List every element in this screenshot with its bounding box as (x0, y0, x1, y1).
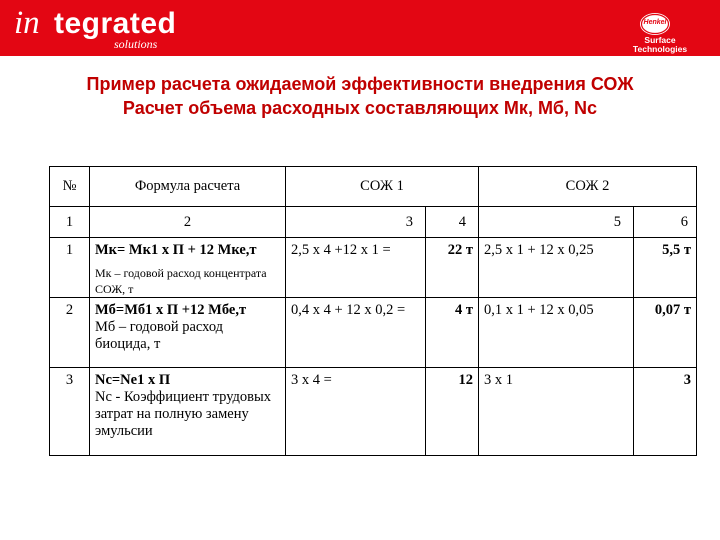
result-coolant-1: 12 (426, 368, 479, 456)
formula-cell (90, 238, 286, 298)
calc-coolant-2: 0,1 х 1 + 12 х 0,05 (479, 298, 634, 368)
calc-coolant-1: 0,4 х 4 + 12 х 0,2 = (286, 298, 426, 368)
calc-coolant-1: 2,5 х 4 +12 х 1 = (286, 238, 426, 298)
result-coolant-2: 5,5 т (634, 238, 697, 298)
formula-text: Мк= Мк1 х П + 12 Мке,т (95, 242, 257, 258)
header-coolant-1: СОЖ 1 (286, 167, 479, 207)
header-coolant-2: СОЖ 2 (479, 167, 697, 207)
formula-cell (90, 368, 286, 456)
logo-main: tegrated (54, 7, 177, 40)
formula-description: Nc - Коэффициент трудовых затрат на полную замену эмульсии (95, 389, 272, 439)
page-subtitle: Расчет объема расходных составляющих Мк, Мб, Nc (122, 98, 598, 118)
result-coolant-2: 3 (634, 368, 697, 456)
header-banner (0, 0, 720, 56)
column-number: 1 (50, 207, 90, 238)
brand-line-2: Technologies (632, 44, 688, 54)
result-coolant-1: 4 т (426, 298, 479, 368)
formula-description: Мк – годовой расход концентрата СОЖ, т (95, 266, 267, 296)
header-row (50, 167, 697, 207)
column-number: 5 (479, 207, 634, 238)
header-num: № (50, 167, 90, 207)
calc-coolant-1: 3 х 4 = (286, 368, 426, 456)
henkel-logo-text: Henkel (643, 19, 667, 26)
formula-text: Мб=Мб1 х П +12 Мбе,т (95, 302, 247, 318)
calc-coolant-2: 2,5 х 1 + 12 х 0,25 (479, 238, 634, 298)
column-number: 3 (286, 207, 426, 238)
henkel-logo (640, 13, 670, 35)
logo-subtitle: solutions (114, 37, 158, 51)
formula-text: Nc=Ne1 х П (95, 372, 171, 388)
column-number-row (50, 207, 697, 238)
row-number: 3 (50, 368, 90, 456)
logo-prefix: in (14, 5, 40, 41)
row-number: 2 (50, 298, 90, 368)
table-row (50, 238, 697, 298)
result-coolant-2: 0,07 т (634, 298, 697, 368)
column-number: 2 (90, 207, 286, 238)
formula-cell (90, 298, 286, 368)
formula-description: Мб – годовой расход биоцида, т (95, 319, 224, 352)
table-row (50, 368, 697, 456)
calc-coolant-2: 3 х 1 (479, 368, 634, 456)
column-number: 6 (634, 207, 697, 238)
row-number: 1 (50, 238, 90, 298)
table-row (50, 298, 697, 368)
brand-line-1: Surface (644, 35, 676, 45)
header-formula: Формула расчета (90, 167, 286, 207)
calculation-table (49, 166, 697, 456)
result-coolant-1: 22 т (426, 238, 479, 298)
column-number: 4 (426, 207, 479, 238)
page-title: Пример расчета ожидаемой эффективности внедрения СОЖ (86, 74, 634, 94)
